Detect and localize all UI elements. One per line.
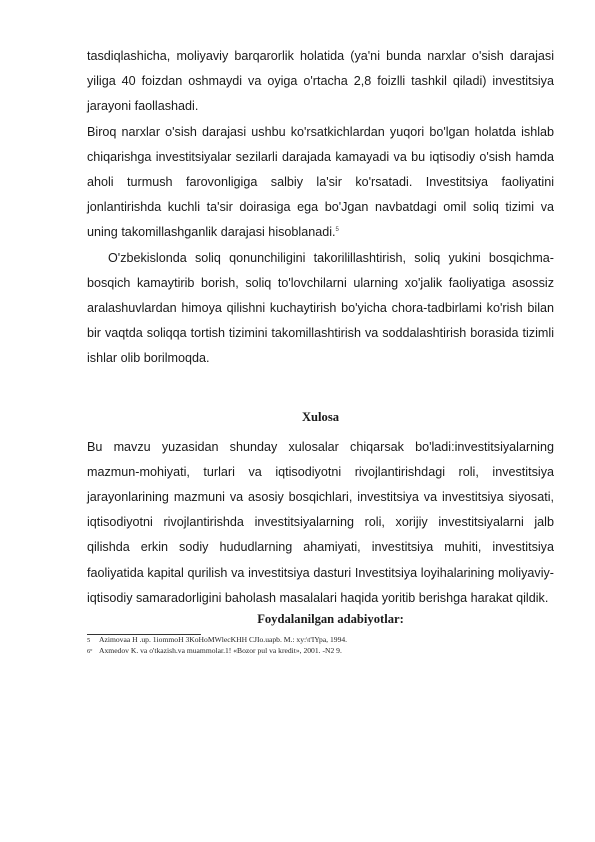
paragraph-price-growth-text: Biroq narxlar o'sish darajasi ushbu ko'rsatkichlardan yuqori bo'lgan holatda ishlab chiqarishga investitsiyalar sezilarli darajada kamayadi va bu iqtisodiy o'sish hamda aholi turmush farovonligiga salbiy la'sir ko'rsatadi. Investitsiya faoliyatini jonlantirishda kuchli ta'sir doirasiga ega bo'Jgan navbatdagi omil soliq tizimi va uning takomillashganlik darajasi hisoblanadi. [87, 124, 554, 240]
paragraph-tax-legislation: O'zbekislonda soliq qonunchiligini takorilillashtirish, soliq yukini bosqichma-bosqich kamaytirib borish, soliq to'lovchilarni ularning xo'jalik faoliyatiga asossiz aralashuvlardan himoya qilishni kuchaytirish bo'yicha chora-tadbirlami ko'rish bilan bir vaqtda soliqqa tortish tizimini takomillashtirish va soddalashtirish borasida tizimli ishlar olib borilmoqda. [87, 250, 554, 366]
footnote-item [87, 646, 554, 657]
page-content [87, 44, 554, 657]
conclusion-heading: Xulosa [301, 409, 340, 424]
footnote-reference[interactable]: 5 [335, 227, 339, 234]
references-heading: Foydalanilgan adabiyotlar: [257, 612, 404, 627]
footnote-mark: 6º [87, 648, 93, 656]
conclusion-paragraph: Bu mavzu yuzasidan shunday xulosalar chiqarsak bo'ladi:investitsiyalarning mazmun-mohiyati, turlari va iqtisodiyotni rivojlantirishdagi roli, investitsiya jarayonlarining mazmuni va asosiy bosqichlari, investitsiya va investitsiya siyosati, iqtisodiyotni rivojlantirishda investitsiyalarning roli, xorijiy investitsiyalarni jalb qilishda erkin sodiy hududlarning ahamiyati, investitsiya muhiti, investitsiya faoliyatida kapital qurilish va investitsiya dasturi Investitsiya loyihalarining moliyaviy-iqtisodiy samaradorligini baholash masalalari haqida yoritib berishga harakat qildik. [87, 439, 554, 605]
footnote-text: Azimovaa H .up. 1iommoH 3KoHoMWlecKHH CJIo.uapb. M.: xy:\t'IYpa, 1994. [99, 635, 348, 645]
footnote-item [87, 635, 554, 646]
paragraph-price-growth [87, 120, 554, 246]
paragraph-investment-stability: tasdiqlashicha, moliyaviy barqarorlik holatida (ya'ni bunda narxlar o'sish darajasi yiliga 40 foizdan oshmaydi va oyiga o'rtacha 2,8 foizlli tashkil qiladi) investitsiya jarayoni faollashadi. [87, 49, 554, 114]
footnote-mark: 5 [87, 637, 91, 645]
footnote-text: Axmedov K. va o'tkazish.va muammolar.1! «Bozor pul va kredit», 2001. -N2 9. [99, 646, 342, 656]
